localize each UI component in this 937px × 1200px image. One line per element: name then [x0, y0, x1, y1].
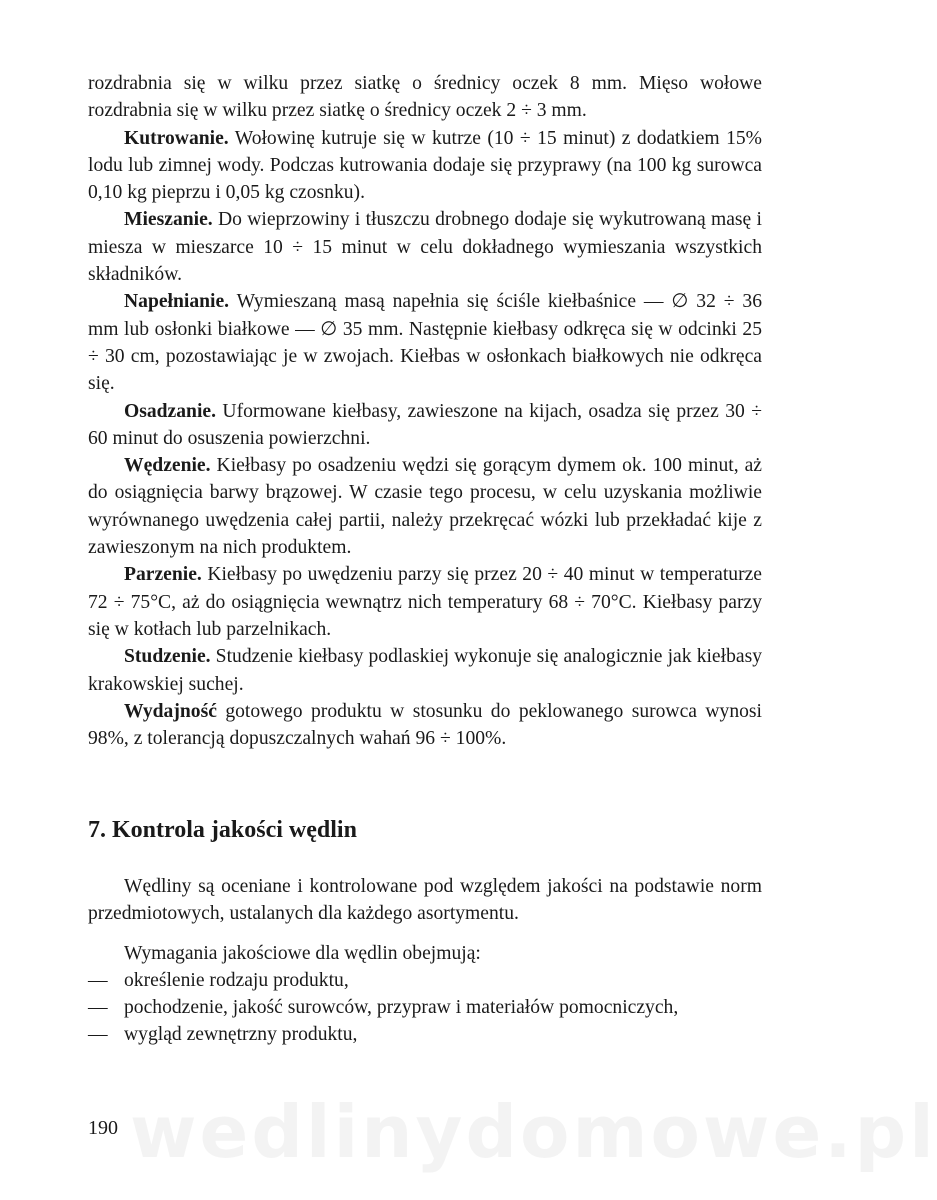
paragraph-text: gotowego produktu w stosunku do peklowanego surowca wynosi 98%, z tolerancją dopuszczalnych wahań 96 ÷ 100%. [88, 700, 762, 750]
list-item-text: wygląd zewnętrzny produktu, [124, 1024, 358, 1046]
paragraph-parzenie [88, 561, 762, 643]
list-item [88, 1021, 762, 1048]
paragraph-text: Uformowane kiełbasy, zawieszone na kijach, osadza się przez 30 ÷ 60 minut do osuszenia powierzchni. [88, 400, 762, 449]
paragraph-wedzenie [88, 452, 762, 561]
list-item [88, 994, 762, 1021]
paragraph-label: Napełnianie. [124, 291, 230, 313]
dash-bullet: — [88, 1024, 108, 1046]
paragraph-text: rozdrabnia się w wilku przez siatkę o średnicy oczek 8 mm. Mięso wołowe rozdrabnia się w wilku przez siatkę o średnicy oczek 2 ÷ 3 mm. [88, 73, 762, 122]
body-text-top [88, 70, 762, 752]
paragraph-text: Do wieprzowiny i tłuszczu drobnego dodaje się wykutrowaną masę i miesza w mieszarce 10 ÷ 15 minut w celu dokładnego wymieszania wszystkich składników. [88, 209, 762, 286]
paragraph-spacer [88, 928, 762, 940]
paragraph-osadzanie [88, 398, 762, 453]
section-intro: Wędliny są oceniane i kontrolowane pod względem jakości na podstawie norm przedmiotowych, ustalanych dla każdego asortymentu. [88, 876, 762, 925]
paragraph-text: Studzenie kiełbasy podlaskiej wykonuje się analogicznie jak kiełbasy krakowskiej suchej. [88, 646, 762, 695]
list-item [88, 967, 762, 994]
paragraph-continuation [88, 70, 762, 125]
list-intro: Wymagania jakościowe dla wędlin obejmują: [124, 942, 481, 964]
paragraph-text: Kiełbasy po uwędzeniu parzy się przez 20 ÷ 40 minut w temperaturze 72 ÷ 75°C, aż do osiągnięcia wewnątrz nich temperatury 68 ÷ 70°C. Kiełbasy parzy się w kotłach lub parzelnikach. [88, 564, 762, 640]
paragraph-label: Kutrowanie. [124, 127, 229, 149]
dash-bullet: — [88, 997, 108, 1019]
paragraph-napelnianie [88, 288, 762, 397]
paragraph-label: Wydajność [124, 700, 217, 722]
page-number: 190 [88, 1117, 118, 1139]
list-item-text: pochodzenie, jakość surowców, przypraw i materiałów pomocniczych, [124, 997, 679, 1019]
paragraph-label: Studzenie. [124, 646, 211, 668]
list-item-text: określenie rodzaju produktu, [124, 969, 349, 991]
paragraph-label: Osadzanie. [124, 400, 216, 422]
paragraph-label: Mieszanie. [124, 209, 213, 231]
paragraph-wydajnosc [88, 698, 762, 753]
paragraph-studzenie [88, 643, 762, 698]
section-body [88, 873, 762, 1049]
paragraph-label: Wędzenie. [124, 455, 211, 477]
requirements-list [88, 967, 762, 1049]
paragraph-text: Wołowinę kutruje się w kutrze (10 ÷ 15 minut) z dodatkiem 15% lodu lub zimnej wody. Podczas kutrowania dodaje się przyprawy (na 100 kg surowca 0,10 kg pieprzu i 0,05 kg czosnku). [88, 127, 762, 204]
paragraph-kutrowanie [88, 125, 762, 207]
watermark: wedlinydomowe.pl [130, 1090, 937, 1174]
paragraph-mieszanie [88, 206, 762, 288]
paragraph-text: Kiełbasy po osadzeniu wędzi się gorącym dymem ok. 100 minut, aż do osiągnięcia barwy brązowej. W czasie tego procesu, w celu uzyskania możliwie wyrównanego uwędzenia całej partii, należy przekręcać wózki lub przekładać kije z zawieszonym na nich produktem. [88, 455, 762, 559]
section-heading: 7. Kontrola jakości wędlin [88, 817, 357, 843]
paragraph-text: Wymieszaną masą napełnia się ściśle kiełbaśnice — ∅ 32 ÷ 36 mm lub osłonki białkowe — ∅ 35 mm. Następnie kiełbasy odkręca się w odcinki 25 ÷ 30 cm, pozostawiając je w zwojach. Kiełbas w osłonkach białkowych nie odkręca się. [88, 291, 762, 395]
dash-bullet: — [88, 969, 108, 991]
paragraph-label: Parzenie. [124, 564, 202, 586]
